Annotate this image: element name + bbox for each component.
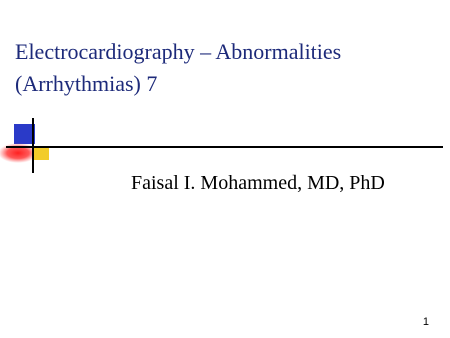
slide-title-line-2: (Arrhythmias) 7 bbox=[15, 71, 158, 96]
author-name: Faisal I. Mohammed, MD, PhD bbox=[131, 172, 385, 194]
yellow-square bbox=[33, 146, 49, 160]
blue-square bbox=[14, 124, 35, 144]
slide-title bbox=[15, 36, 440, 100]
page-number: 1 bbox=[422, 316, 429, 328]
slide-title-line-1: Electrocardiography – Abnormalities bbox=[15, 39, 342, 64]
